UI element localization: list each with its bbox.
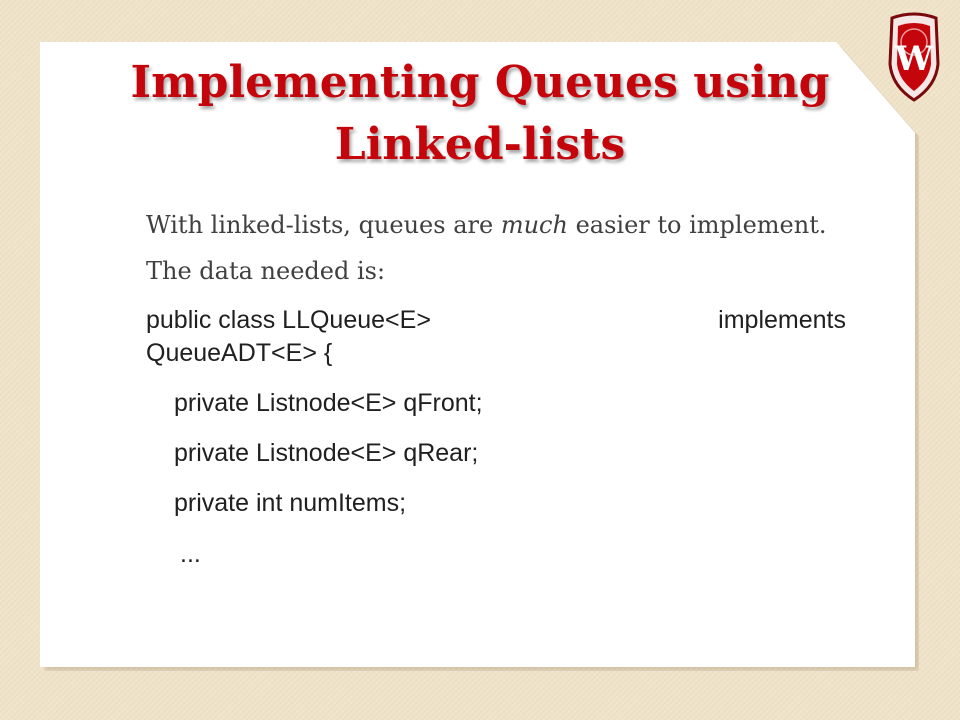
field-q-rear: private Listnode<E> qRear;: [174, 439, 479, 467]
title-line-1: Implementing Queues using: [130, 57, 830, 108]
class-declaration-left: public class LLQueue<E>: [146, 306, 431, 334]
intro-text-before: With linked-lists, queues are: [146, 211, 501, 239]
title-line-2: Linked-lists: [334, 119, 626, 170]
intro-text-after: easier to implement.: [567, 211, 827, 239]
intro-emphasis: much: [500, 211, 568, 239]
crest-letter: W: [894, 39, 934, 79]
slide-body: [146, 206, 846, 571]
class-declaration: [146, 304, 846, 337]
university-crest-icon: [884, 12, 944, 106]
class-declaration-continued: QueueADT<E> {: [146, 339, 333, 367]
slide-title: [80, 52, 880, 176]
code-ellipsis: ...: [180, 540, 201, 568]
field-num-items: private int numItems;: [174, 489, 407, 517]
field-q-front: private Listnode<E> qFront;: [174, 389, 483, 417]
data-needed-paragraph: The data needed is:: [146, 257, 386, 285]
class-declaration-right: implements: [718, 306, 846, 334]
intro-paragraph: [146, 206, 846, 244]
